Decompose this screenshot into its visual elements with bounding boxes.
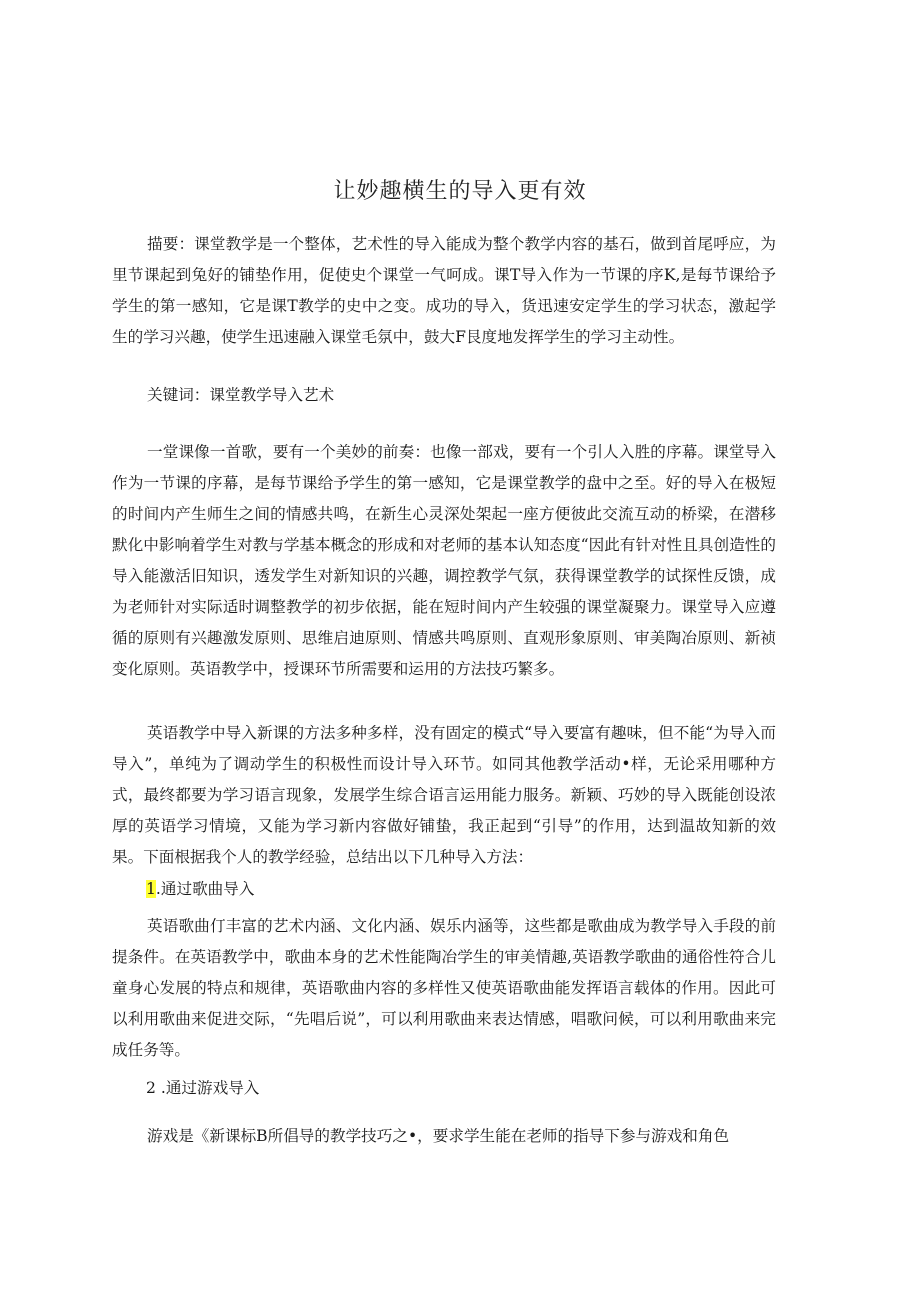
- heading-text: .通过歌曲导入: [155, 880, 255, 898]
- body-paragraph-1: [112, 437, 776, 685]
- abstract-text: 描要：课堂教学是一个整体，艺术性的导入能成为整个教学内容的基石，做到首尾呼应，为里节课起到兔好的铺垫作用，促使史个课堂一气呵成。课T导入作为一节课的序K,是每节课给予学生的第一感知，它是课T教学的史中之变。成功的导入，货迅速安定学生的学习状态，激起学生的学习兴趣，使学生迅速融入课堂毛氛中，鼓大F艮度地发挥学生的学习主动性。: [112, 235, 776, 346]
- paragraph-text: 一堂课像一首歌，要有一个美妙的前奏：也像一部戏，要有一个引人入胜的序幕。课堂导入作为一节课的序幕，是每节课给予学生的第一感知，它是课堂教学的盘中之至。好的导入在极短的时间内产生师生之间的情感共鸣，在新生心灵深处架起一座方便彼此交流互动的桥梁，在潜移默化中影响着学生对教与学基本概念的形成和对老师的基本认知态度“因此有针对性且具创造性的导入能激活旧知识，透发学生对新知识的兴趣，调控教学气氛，获得课堂教学的试探性反馈，成为老师针对实际适时调整教学的初步依据，能在短时间内产生较强的课堂凝聚力。课堂导入应遵循的原则有兴趣激发原则、思维启迪原则、情感共鸣原则、直观形象原则、审美陶冶原则、新祯变化原则。英语教学中，授课环节所需要和运用的方法技巧繁多。: [112, 443, 776, 678]
- highlighted-number: 1: [146, 880, 156, 898]
- body-paragraph-4: [112, 1121, 776, 1152]
- section-heading-1: [146, 874, 254, 905]
- paragraph-text: 英语教学中导入新课的方法多种多样，没有固定的模式“导入要富有趣味，但不能“为导入而导入”，单纯为了调动学生的积极性而设计导入环节。如同其他教学活动•样，无论采用哪种方式，最终都要为学习语言现象，发展学生综合语言运用能力服务。新颖、巧妙的导入既能创设浓厚的英语学习情境，又能为学习新内容做好铺蛰，我正起到“引导”的作用，达到温故知新的效果。下面根据我个人的教学经验，总结出以下几种导入方法：: [112, 724, 776, 866]
- keywords-block: [112, 380, 776, 411]
- section-heading-2: 2 .通过游戏导入: [146, 1079, 260, 1097]
- keywords: 关键词：课堂教学导入艺术: [147, 386, 335, 404]
- body-paragraph-3: [112, 911, 776, 1066]
- paragraph-text: 英语歌曲仃丰富的艺术内涵、文化内涵、娱乐内涵等，这些都是歌曲成为教学导入手段的前提条件。在英语教学中，歌曲本身的艺术性能陶冶学生的审美情趣,英语教学歌曲的通俗性符合儿童身心发展的特点和规律，英语歌曲内容的多样性又使英语歌曲能发挥语言载体的作用。因此可以利用歌曲来促进交际，“先唱后说”，可以利用歌曲来表达情感，唱歌问候，可以利用歌曲来完成任务等。: [112, 917, 776, 1059]
- body-paragraph-2: [112, 718, 776, 873]
- abstract: [112, 229, 776, 353]
- page-title: 让妙趣横生的导入更有效: [333, 179, 587, 204]
- paragraph-text: 游戏是《新课标B所倡导的教学技巧之•，要求学生能在老师的指导下参与游戏和角色: [147, 1127, 730, 1145]
